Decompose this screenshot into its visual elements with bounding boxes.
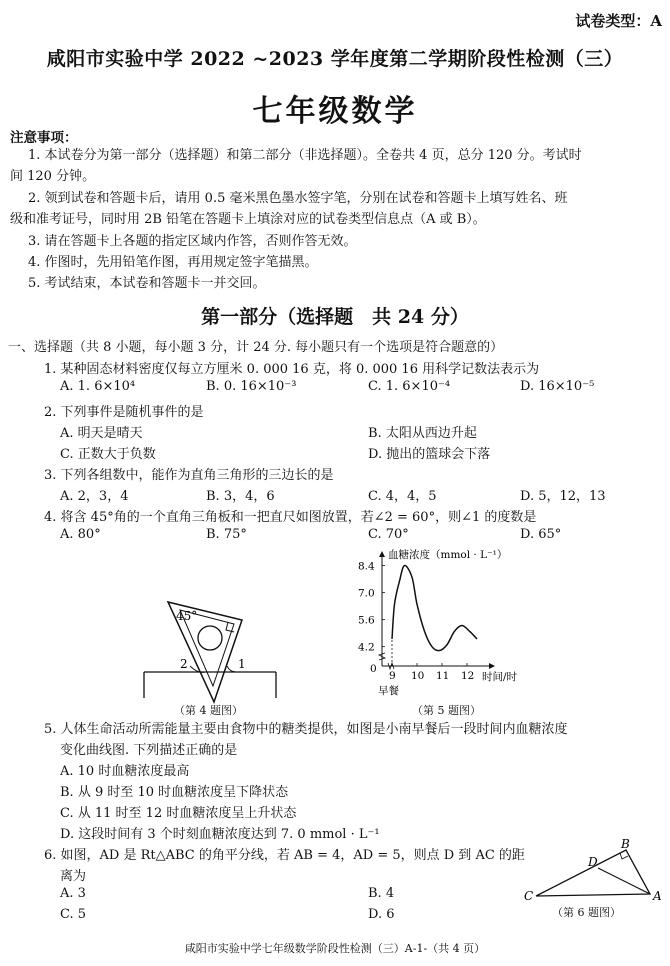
figure-5-chart xyxy=(352,546,518,706)
notice-line-6: 4. 作图时，先用铅笔作图，再用规定签字笔描黑。 xyxy=(28,255,318,270)
x-tick-label: 11 xyxy=(436,670,450,682)
question-3-stem: 3. 下列各组数中，能作为直角三角形的三边长的是 xyxy=(44,468,334,483)
question-1-stem: 1. 某种固态材料密度仅每立方厘米 0. 000 16 克，将 0. 000 16 用科学记数法表示为 xyxy=(44,362,540,377)
page-footer: 咸阳市实验中学七年级数学阶段性检测（三）A-1-（共 4 页） xyxy=(184,942,486,955)
x-axis-label: 时间/时 xyxy=(482,671,518,683)
angle-45-label: 45° xyxy=(176,609,198,623)
right-angle-b xyxy=(620,853,628,859)
q1-option-b: B. 0. 16×10⁻³ xyxy=(206,379,297,394)
y-tick-label: 5.6 xyxy=(358,614,375,627)
q1-option-d: D. 16×10⁻⁵ xyxy=(520,379,595,394)
section-intro: 一、选择题（共 8 小题，每小题 3 分，计 24 分. 每小题只有一个选项是符合题意的） xyxy=(8,340,504,355)
question-6-stem-line-2: 离为 xyxy=(60,869,87,884)
series-line xyxy=(392,566,477,651)
y-tick-label: 8.4 xyxy=(358,560,375,573)
notice-line-2: 间 120 分钟。 xyxy=(10,169,96,184)
angle-2-label: 2 xyxy=(180,657,188,671)
figure-6-caption: （第 6 题图） xyxy=(552,906,621,919)
notice-line-1: 1. 本试卷分为第一部分（选择题）和第二部分（非选择题）。全卷共 4 页，总分 120 分。考试时 xyxy=(28,148,582,163)
q4-option-a: A. 80° xyxy=(60,527,101,542)
notice-line-7: 5. 考试结束，本试卷和答题卡一并交回。 xyxy=(28,276,266,291)
figure-5-caption: （第 5 题图） xyxy=(412,704,481,717)
point-b-label: B xyxy=(621,837,630,851)
q2-option-c: C. 正数大于负数 xyxy=(60,447,156,462)
q5-option-d: D. 这段时间有 3 个时刻血糖浓度达到 7. 0 mmol · L⁻¹ xyxy=(60,827,380,842)
q2-option-a: A. 明天是晴天 xyxy=(60,426,143,441)
q4-option-b: B. 75° xyxy=(206,527,247,542)
question-2-stem: 2. 下列事件是随机事件的是 xyxy=(44,405,204,420)
q6-option-b: B. 4 xyxy=(368,886,395,901)
point-c-label: C xyxy=(524,889,534,903)
y-axis-break xyxy=(379,653,385,660)
question-5-stem-line-2: 变化曲线图. 下列描述正确的是 xyxy=(60,743,238,758)
origin-label: 0 xyxy=(370,663,377,675)
q3-option-a: A. 2，3，4 xyxy=(60,489,129,504)
q5-option-c: C. 从 11 时至 12 时血糖浓度呈上升状态 xyxy=(60,806,297,821)
y-tick-label: 7.0 xyxy=(358,587,375,600)
q5-option-b: B. 从 9 时至 10 时血糖浓度呈下降状态 xyxy=(60,785,289,800)
exam-title: 咸阳市实验中学 2022 ~2023 学年度第二学期阶段性检测（三） xyxy=(46,48,624,70)
x-axis-break xyxy=(388,663,394,669)
notice-line-5: 3. 请在答题卡上各题的指定区域内作答，否则作答无效。 xyxy=(28,234,357,249)
q4-option-d: D. 65° xyxy=(520,527,562,542)
y-tick-label: 4.2 xyxy=(358,641,375,654)
question-5-stem-line-1: 5. 人体生命活动所需能量主要由食物中的糖类提供，如图是小南早餐后一段时间内血糖浓度 xyxy=(44,722,568,737)
x-tick-label: 9 xyxy=(389,670,396,682)
q6-option-a: A. 3 xyxy=(60,886,86,901)
notice-heading: 注意事项： xyxy=(10,130,78,146)
q4-option-c: C. 70° xyxy=(368,527,409,542)
q3-option-c: C. 4，4，5 xyxy=(368,489,437,504)
x-tick-label: 12 xyxy=(461,670,475,682)
q2-option-b: B. 太阳从西边升起 xyxy=(368,426,477,441)
angle-1-label: 1 xyxy=(238,657,246,671)
q1-option-c: C. 1. 6×10⁻⁴ xyxy=(368,379,451,394)
q6-option-d: D. 6 xyxy=(368,907,395,922)
q3-option-b: B. 3，4，6 xyxy=(206,489,275,504)
q1-option-a: A. 1. 6×10⁴ xyxy=(60,379,136,394)
q5-option-a: A. 10 时血糖浓度最高 xyxy=(60,764,190,779)
notice-line-3: 2. 领到试卷和答题卡后，请用 0.5 毫米黑色墨水签字笔，分别在试卷和答题卡上填写姓名、班 xyxy=(28,191,568,206)
angle-1-arc xyxy=(227,666,236,672)
question-6-stem-line-1: 6. 如图，AD 是 Rt△ABC 的角平分线，若 AB = 4，AD = 5，则点 D 到 AC 的距 xyxy=(44,848,525,863)
paper-type: 试卷类型：A xyxy=(575,12,662,30)
figure-4-caption: （第 4 题图） xyxy=(174,704,243,717)
x-tick-label: 10 xyxy=(411,670,425,682)
point-a-label: A xyxy=(653,889,662,903)
subject-title: 七年级数学 xyxy=(252,94,418,129)
notice-line-4: 级和准考证号，同时用 2B 铅笔在答题卡上填涂对应的试卷类型信息点（A 或 B）。 xyxy=(10,212,486,227)
q6-option-c: C. 5 xyxy=(60,907,87,922)
q2-option-d: D. 抛出的篮球会下落 xyxy=(368,447,491,462)
y-axis-label: 血糖浓度（mmol · L⁻¹） xyxy=(388,549,508,561)
q3-option-d: D. 5，12，13 xyxy=(520,489,606,504)
set-square-hole xyxy=(198,626,222,650)
figure-4 xyxy=(130,590,290,720)
question-4-stem: 4. 将含 45°角的一个直角三角板和一把直尺如图放置，若∠2 = 60°，则∠1 的度数是 xyxy=(44,510,537,525)
part1-title: 第一部分（选择题 共 24 分） xyxy=(201,306,469,328)
point-d-label: D xyxy=(588,855,598,869)
breakfast-label: 早餐 xyxy=(378,685,399,697)
